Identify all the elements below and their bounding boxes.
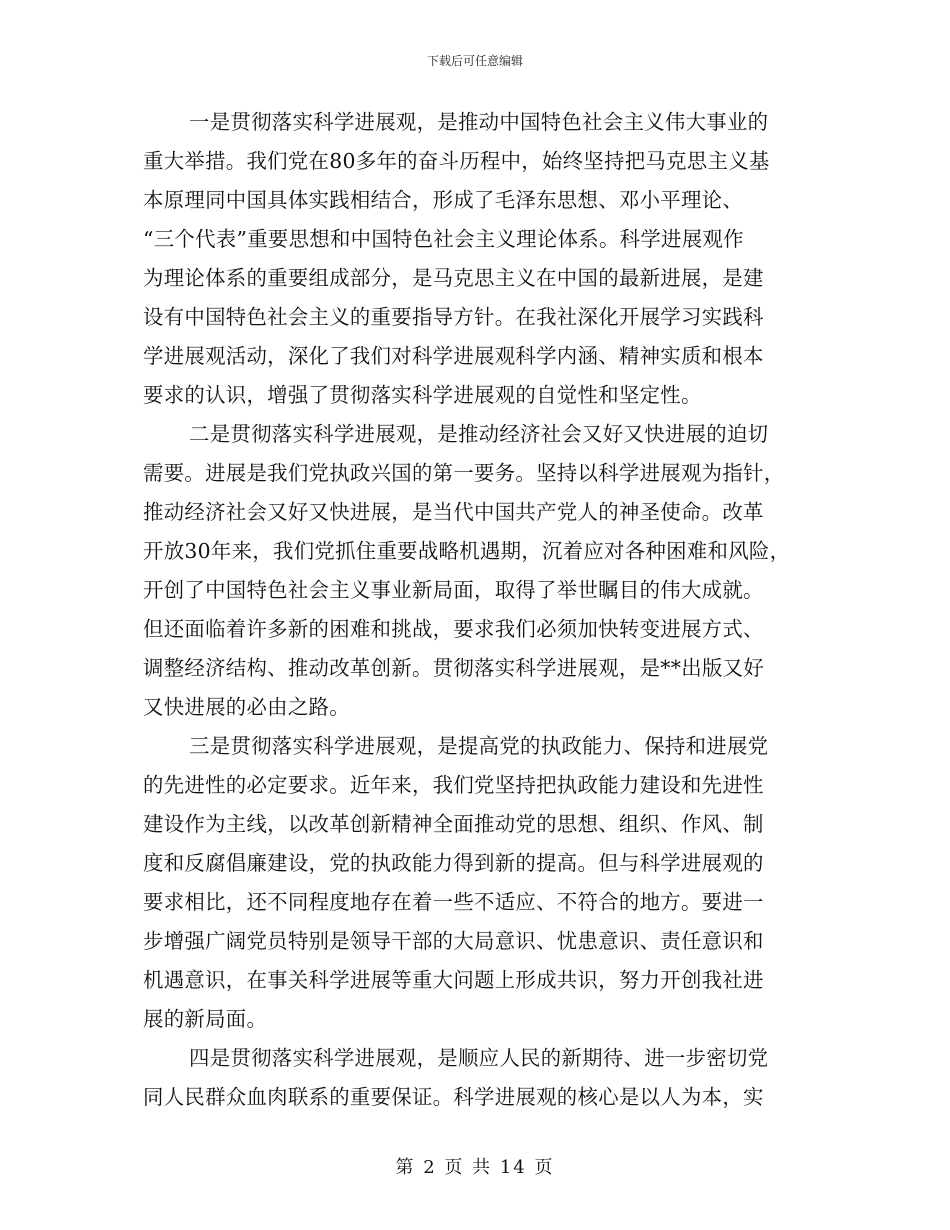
text-line: 推动经济社会又好又快进展，是当代中国共产党人的神圣使命。改革 (143, 500, 764, 524)
text-line: 要求相比，还不同程度地存在着一些不适应、不符合的地方。要进一 (143, 890, 764, 914)
text-line: 步增强广阔党员特别是领导干部的大局意识、忧患意识、责任意识和 (143, 929, 764, 953)
text-line: 要求的认识，增强了贯彻落实科学进展观的自觉性和坚定性。 (143, 383, 702, 407)
text-line: 调整经济结构、推动改革创新。贯彻落实科学进展观，是**出版又好 (143, 656, 765, 680)
page-header: 下载后可任意编辑 (426, 54, 523, 68)
page-footer: 第 2 页 共 14 页 (395, 1157, 555, 1178)
text-line: 的先进性的必定要求。近年来，我们党坚持把执政能力建设和先进性 (143, 773, 764, 797)
paragraph-1 (143, 103, 815, 415)
text-line: 四是贯彻落实科学进展观，是顺应人民的新期待、进一步密切党 (189, 1046, 769, 1070)
text-line: 同人民群众血肉联系的重要保证。科学进展观的核心是以人为本，实 (143, 1085, 764, 1109)
text-line: 又快进展的必由之路。 (143, 695, 350, 719)
text-line: 二是贯彻落实科学进展观，是推动经济社会又好又快进展的迫切 (189, 422, 769, 446)
text-line: 机遇意识，在事关科学进展等重大问题上形成共识，努力开创我社进 (143, 968, 764, 992)
paragraph-3 (143, 727, 815, 1039)
text-line: “三个代表”重要思想和中国特色社会主义理论体系。科学进展观作 (143, 227, 744, 251)
paragraph-2 (143, 415, 815, 727)
text-line: 本原理同中国具体实践相结合，形成了毛泽东思想、邓小平理论、 (143, 188, 744, 212)
text-line: 设有中国特色社会主义的重要指导方针。在我社深化开展学习实践科 (143, 305, 764, 329)
text-line: 学进展观活动，深化了我们对科学进展观科学内涵、精神实质和根本 (143, 344, 764, 368)
text-line: 度和反腐倡廉建设，党的执政能力得到新的提高。但与科学进展观的 (143, 851, 764, 875)
text-line: 一是贯彻落实科学进展观，是推动中国特色社会主义伟大事业的 (189, 110, 769, 134)
text-line: 三是贯彻落实科学进展观，是提高党的执政能力、保持和进展党 (189, 734, 769, 758)
document-body (143, 103, 815, 1117)
text-line: 建设作为主线，以改革创新精神全面推动党的思想、组织、作风、制 (143, 812, 764, 836)
text-line: 开放30年来，我们党抓住重要战略机遇期，沉着应对各种困难和风险， (143, 539, 791, 563)
text-line: 重大举措。我们党在80多年的奋斗历程中，始终坚持把马克思主义基 (143, 149, 770, 173)
text-line: 但还面临着许多新的困难和挑战，要求我们必须加快转变进展方式、 (143, 617, 764, 641)
text-line: 展的新局面。 (143, 1007, 268, 1031)
text-line: 需要。进展是我们党执政兴国的第一要务。坚持以科学进展观为指针， (143, 461, 785, 485)
paragraph-4 (143, 1039, 815, 1117)
text-line: 为理论体系的重要组成部分，是马克思主义在中国的最新进展，是建 (143, 266, 764, 290)
text-line: 开创了中国特色社会主义事业新局面，取得了举世瞩目的伟大成就。 (143, 578, 764, 602)
